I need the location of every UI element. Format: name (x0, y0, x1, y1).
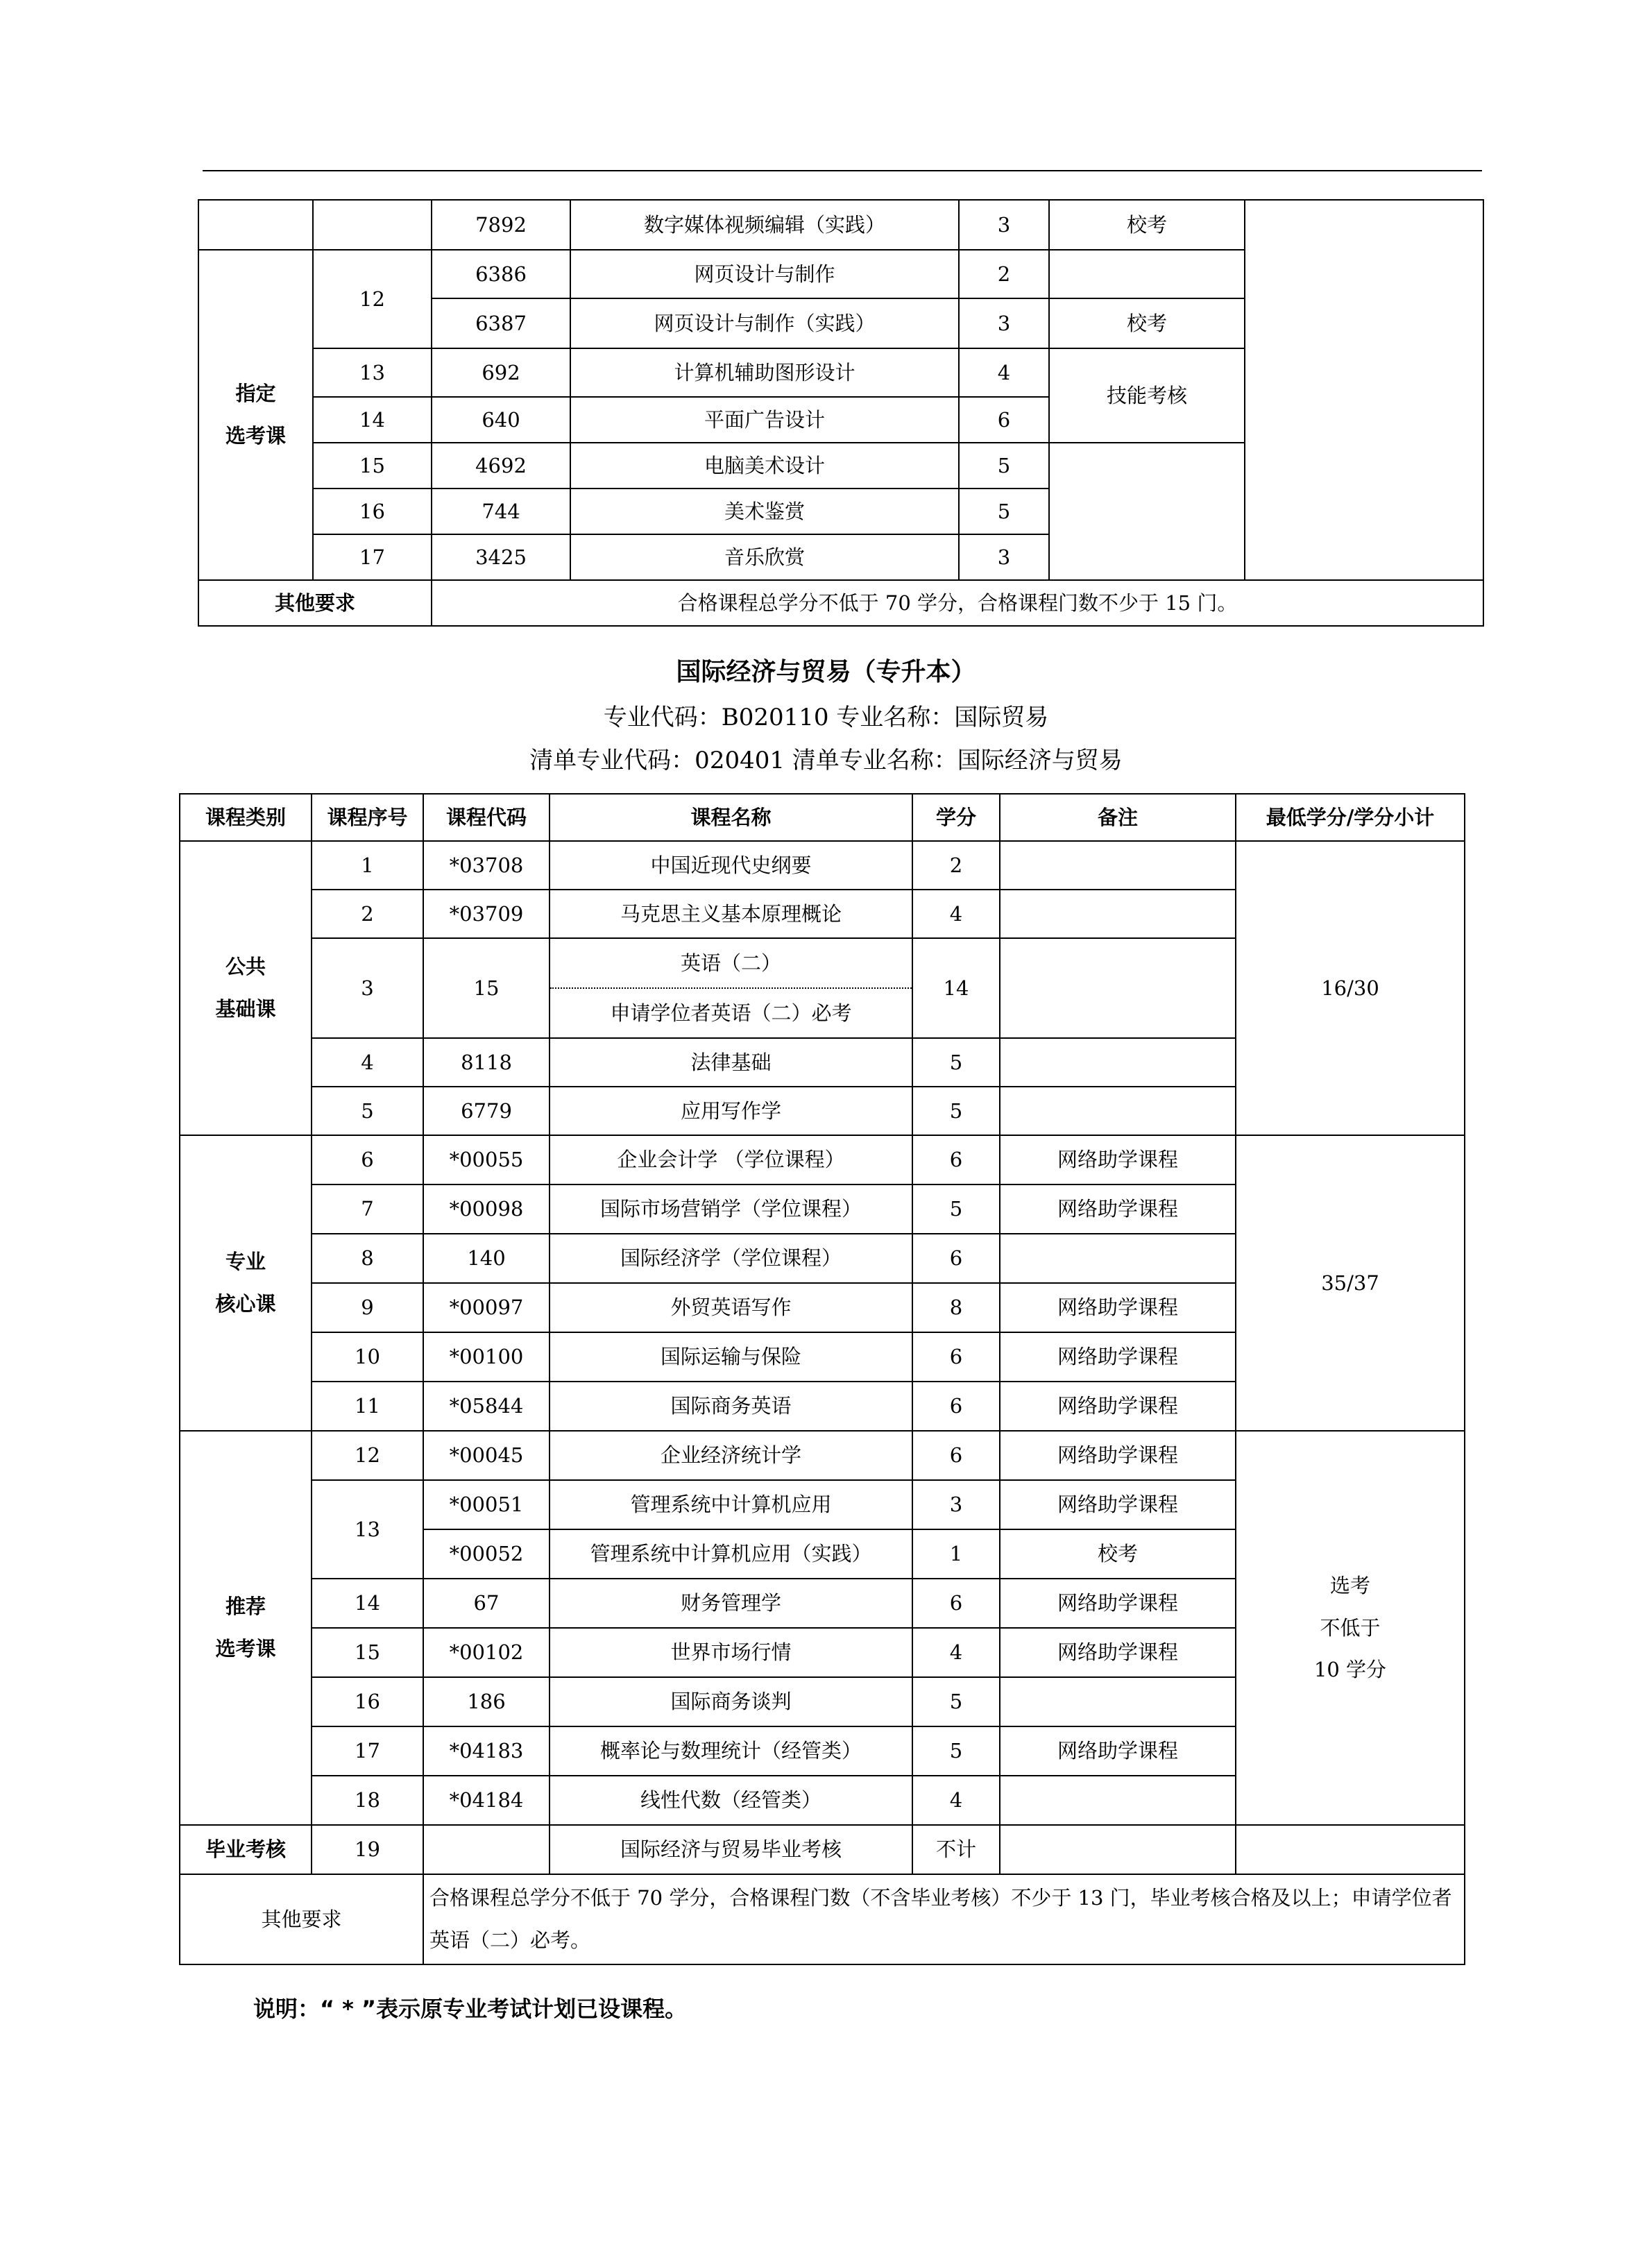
seq-cell: 10 (312, 1332, 423, 1382)
code-cell: 3425 (432, 534, 570, 580)
code-cell: 8118 (423, 1038, 550, 1087)
note-cell: 网络助学课程 (1000, 1382, 1236, 1431)
subtotal-cell (1236, 1825, 1465, 1874)
code-cell: 6779 (423, 1087, 550, 1135)
code-cell: 6387 (432, 298, 570, 348)
credit-cell: 5 (912, 1184, 1000, 1234)
seq-cell: 1 (312, 841, 423, 890)
subtotal-cell: 选考 不低于 10 学分 (1236, 1431, 1465, 1825)
credit-cell: 3 (959, 200, 1049, 250)
table-header-row (180, 794, 1465, 841)
name-cell: 管理系统中计算机应用（实践） (550, 1529, 912, 1579)
note-cell (1049, 443, 1245, 580)
note-cell (1000, 1677, 1236, 1726)
note-cell (1000, 1087, 1236, 1135)
major-code-line: 专业代码：B020110 专业名称：国际贸易 (603, 704, 1049, 731)
name-cell: 国际商务谈判 (550, 1677, 912, 1726)
credit-cell: 6 (912, 1234, 1000, 1283)
code-cell: 7892 (432, 200, 570, 250)
header-name: 课程名称 (550, 794, 912, 841)
credit-cell: 5 (959, 443, 1049, 489)
credit-cell: 2 (959, 250, 1049, 298)
code-cell: 186 (423, 1677, 550, 1726)
credit-cell: 4 (912, 1628, 1000, 1677)
code-cell: *00098 (423, 1184, 550, 1234)
course-plan-table (179, 793, 1465, 1965)
credit-cell: 6 (912, 1135, 1000, 1184)
name-cell: 国际经济学（学位课程） (550, 1234, 912, 1283)
name-cell: 线性代数（经管类） (550, 1776, 912, 1825)
note-cell (1000, 1825, 1236, 1874)
subtotal-cell (1245, 200, 1483, 580)
code-cell: 67 (423, 1579, 550, 1628)
category-elective: 推荐 选考课 (180, 1431, 312, 1825)
header-rule (203, 170, 1482, 171)
note-cell: 网络助学课程 (1000, 1726, 1236, 1776)
credit-cell: 5 (912, 1038, 1000, 1087)
table-row (180, 1135, 1465, 1184)
name-cell: 管理系统中计算机应用 (550, 1480, 912, 1529)
seq-cell: 5 (312, 1087, 423, 1135)
header-code: 课程代码 (423, 794, 550, 841)
credit-cell: 6 (912, 1382, 1000, 1431)
category-cell (198, 200, 313, 250)
credit-cell: 3 (959, 534, 1049, 580)
table-row-grad (180, 1825, 1465, 1874)
header-subtotal: 最低学分/学分小计 (1236, 794, 1465, 841)
code-cell: *00097 (423, 1283, 550, 1332)
seq-cell: 14 (313, 397, 432, 443)
credit-cell: 3 (959, 298, 1049, 348)
code-cell: *00100 (423, 1332, 550, 1382)
code-cell: 4692 (432, 443, 570, 489)
code-cell: 744 (432, 489, 570, 534)
note-cell (1000, 1776, 1236, 1825)
table-row-other (180, 1874, 1465, 1964)
code-cell: 6386 (432, 250, 570, 298)
code-cell: *04183 (423, 1726, 550, 1776)
credit-cell: 6 (959, 397, 1049, 443)
credit-cell: 不计 (912, 1825, 1000, 1874)
name-cell: 中国近现代史纲要 (550, 841, 912, 890)
credit-cell: 4 (912, 890, 1000, 938)
code-cell: *00052 (423, 1529, 550, 1579)
note-cell: 网络助学课程 (1000, 1184, 1236, 1234)
seq-cell: 11 (312, 1382, 423, 1431)
header-seq: 课程序号 (312, 794, 423, 841)
note-cell: 网络助学课程 (1000, 1480, 1236, 1529)
name-line: 申请学位者英语（二）必考 (610, 1001, 852, 1025)
code-cell: 640 (432, 397, 570, 443)
seq-cell: 16 (313, 489, 432, 534)
code-cell: *04184 (423, 1776, 550, 1825)
seq-cell: 15 (312, 1628, 423, 1677)
seq-cell: 16 (312, 1677, 423, 1726)
category-core: 专业 核心课 (180, 1135, 312, 1431)
header-credit: 学分 (912, 794, 1000, 841)
note-cell: 网络助学课程 (1000, 1332, 1236, 1382)
note-cell (1049, 250, 1245, 298)
credit-cell: 8 (912, 1283, 1000, 1332)
name-cell: 平面广告设计 (570, 397, 959, 443)
other-requirements-text: 合格课程总学分不低于 70 学分，合格课程门数不少于 15 门。 (432, 580, 1483, 626)
note-cell: 网络助学课程 (1000, 1579, 1236, 1628)
note-cell: 网络助学课程 (1000, 1628, 1236, 1677)
credit-cell: 1 (912, 1529, 1000, 1579)
category-designated-elective: 指定 选考课 (198, 250, 313, 580)
credit-cell: 4 (912, 1776, 1000, 1825)
category-grad: 毕业考核 (180, 1825, 312, 1874)
code-cell: *00051 (423, 1480, 550, 1529)
seq-cell: 14 (312, 1579, 423, 1628)
note-cell: 网络助学课程 (1000, 1431, 1236, 1480)
name-cell: 法律基础 (550, 1038, 912, 1087)
seq-cell: 15 (313, 443, 432, 489)
other-requirements-label: 其他要求 (180, 1874, 423, 1964)
name-cell: 企业经济统计学 (550, 1431, 912, 1480)
table-row (180, 841, 1465, 890)
code-cell (423, 1825, 550, 1874)
credit-cell: 5 (912, 1726, 1000, 1776)
note-cell (1000, 1038, 1236, 1087)
seq-cell: 9 (312, 1283, 423, 1332)
name-line: 英语（二） (550, 939, 912, 989)
seq-cell: 12 (313, 250, 432, 348)
code-cell: *00045 (423, 1431, 550, 1480)
seq-cell: 4 (312, 1038, 423, 1087)
table-row (180, 1431, 1465, 1480)
note-cell: 网络助学课程 (1000, 1135, 1236, 1184)
table-row (198, 200, 1483, 250)
name-cell: 美术鉴赏 (570, 489, 959, 534)
name-cell: 马克思主义基本原理概论 (550, 890, 912, 938)
code-cell: *00055 (423, 1135, 550, 1184)
seq-cell: 2 (312, 890, 423, 938)
name-cell: 国际经济与贸易毕业考核 (550, 1825, 912, 1874)
code-cell: *00102 (423, 1628, 550, 1677)
section-title: 国际经济与贸易（专升本） (676, 658, 976, 686)
header-category: 课程类别 (180, 794, 312, 841)
name-cell: 国际商务英语 (550, 1382, 912, 1431)
seq-cell (313, 200, 432, 250)
credit-cell: 14 (912, 938, 1000, 1038)
credit-cell: 5 (959, 489, 1049, 534)
note-cell: 校考 (1049, 200, 1245, 250)
note-cell: 技能考核 (1049, 348, 1245, 443)
name-cell: 音乐欣赏 (570, 534, 959, 580)
seq-cell: 3 (312, 938, 423, 1038)
name-cell: 计算机辅助图形设计 (570, 348, 959, 397)
header-note: 备注 (1000, 794, 1236, 841)
code-cell: *03708 (423, 841, 550, 890)
note-cell: 网络助学课程 (1000, 1283, 1236, 1332)
code-cell: 140 (423, 1234, 550, 1283)
code-cell: 15 (423, 938, 550, 1038)
name-cell: 应用写作学 (550, 1087, 912, 1135)
name-cell: 电脑美术设计 (570, 443, 959, 489)
credit-cell: 6 (912, 1579, 1000, 1628)
credit-cell: 5 (912, 1087, 1000, 1135)
credit-cell: 5 (912, 1677, 1000, 1726)
note-cell (1000, 841, 1236, 890)
subtotal-cell: 35/37 (1236, 1135, 1465, 1431)
subtotal-cell: 16/30 (1236, 841, 1465, 1135)
other-requirements-label: 其他要求 (198, 580, 432, 626)
name-cell: 数字媒体视频编辑（实践） (570, 200, 959, 250)
category-public: 公共 基础课 (180, 841, 312, 1135)
name-cell: 财务管理学 (550, 1579, 912, 1628)
credit-cell: 6 (912, 1332, 1000, 1382)
name-cell (550, 938, 912, 1038)
credit-cell: 2 (912, 841, 1000, 890)
credit-cell: 6 (912, 1431, 1000, 1480)
footnote: 说明：“ * ”表示原专业考试计划已设课程。 (253, 1996, 688, 2022)
seq-cell: 17 (312, 1726, 423, 1776)
seq-cell: 19 (312, 1825, 423, 1874)
note-cell: 校考 (1000, 1529, 1236, 1579)
seq-cell: 8 (312, 1234, 423, 1283)
note-cell: 校考 (1049, 298, 1245, 348)
name-cell: 世界市场行情 (550, 1628, 912, 1677)
designated-elective-table (198, 199, 1484, 627)
seq-cell: 13 (312, 1480, 423, 1579)
name-cell: 国际运输与保险 (550, 1332, 912, 1382)
name-cell: 网页设计与制作（实践） (570, 298, 959, 348)
note-cell (1000, 1234, 1236, 1283)
seq-cell: 13 (313, 348, 432, 397)
note-cell (1000, 938, 1236, 1038)
name-cell: 概率论与数理统计（经管类） (550, 1726, 912, 1776)
table-row-other (198, 580, 1483, 626)
other-requirements-text: 合格课程总学分不低于 70 学分，合格课程门数（不含毕业考核）不少于 13 门，毕业考核合格及以上；申请学位者英语（二）必考。 (423, 1874, 1465, 1964)
seq-cell: 18 (312, 1776, 423, 1825)
code-cell: *05844 (423, 1382, 550, 1431)
code-cell: *03709 (423, 890, 550, 938)
name-cell: 企业会计学 （学位课程） (550, 1135, 912, 1184)
note-cell (1000, 890, 1236, 938)
name-cell: 网页设计与制作 (570, 250, 959, 298)
credit-cell: 3 (912, 1480, 1000, 1529)
seq-cell: 12 (312, 1431, 423, 1480)
seq-cell: 6 (312, 1135, 423, 1184)
seq-cell: 17 (313, 534, 432, 580)
list-major-code-line: 清单专业代码：020401 清单专业名称：国际经济与贸易 (529, 747, 1123, 774)
credit-cell: 4 (959, 348, 1049, 397)
name-cell: 外贸英语写作 (550, 1283, 912, 1332)
code-cell: 692 (432, 348, 570, 397)
seq-cell: 7 (312, 1184, 423, 1234)
name-cell: 国际市场营销学（学位课程） (550, 1184, 912, 1234)
